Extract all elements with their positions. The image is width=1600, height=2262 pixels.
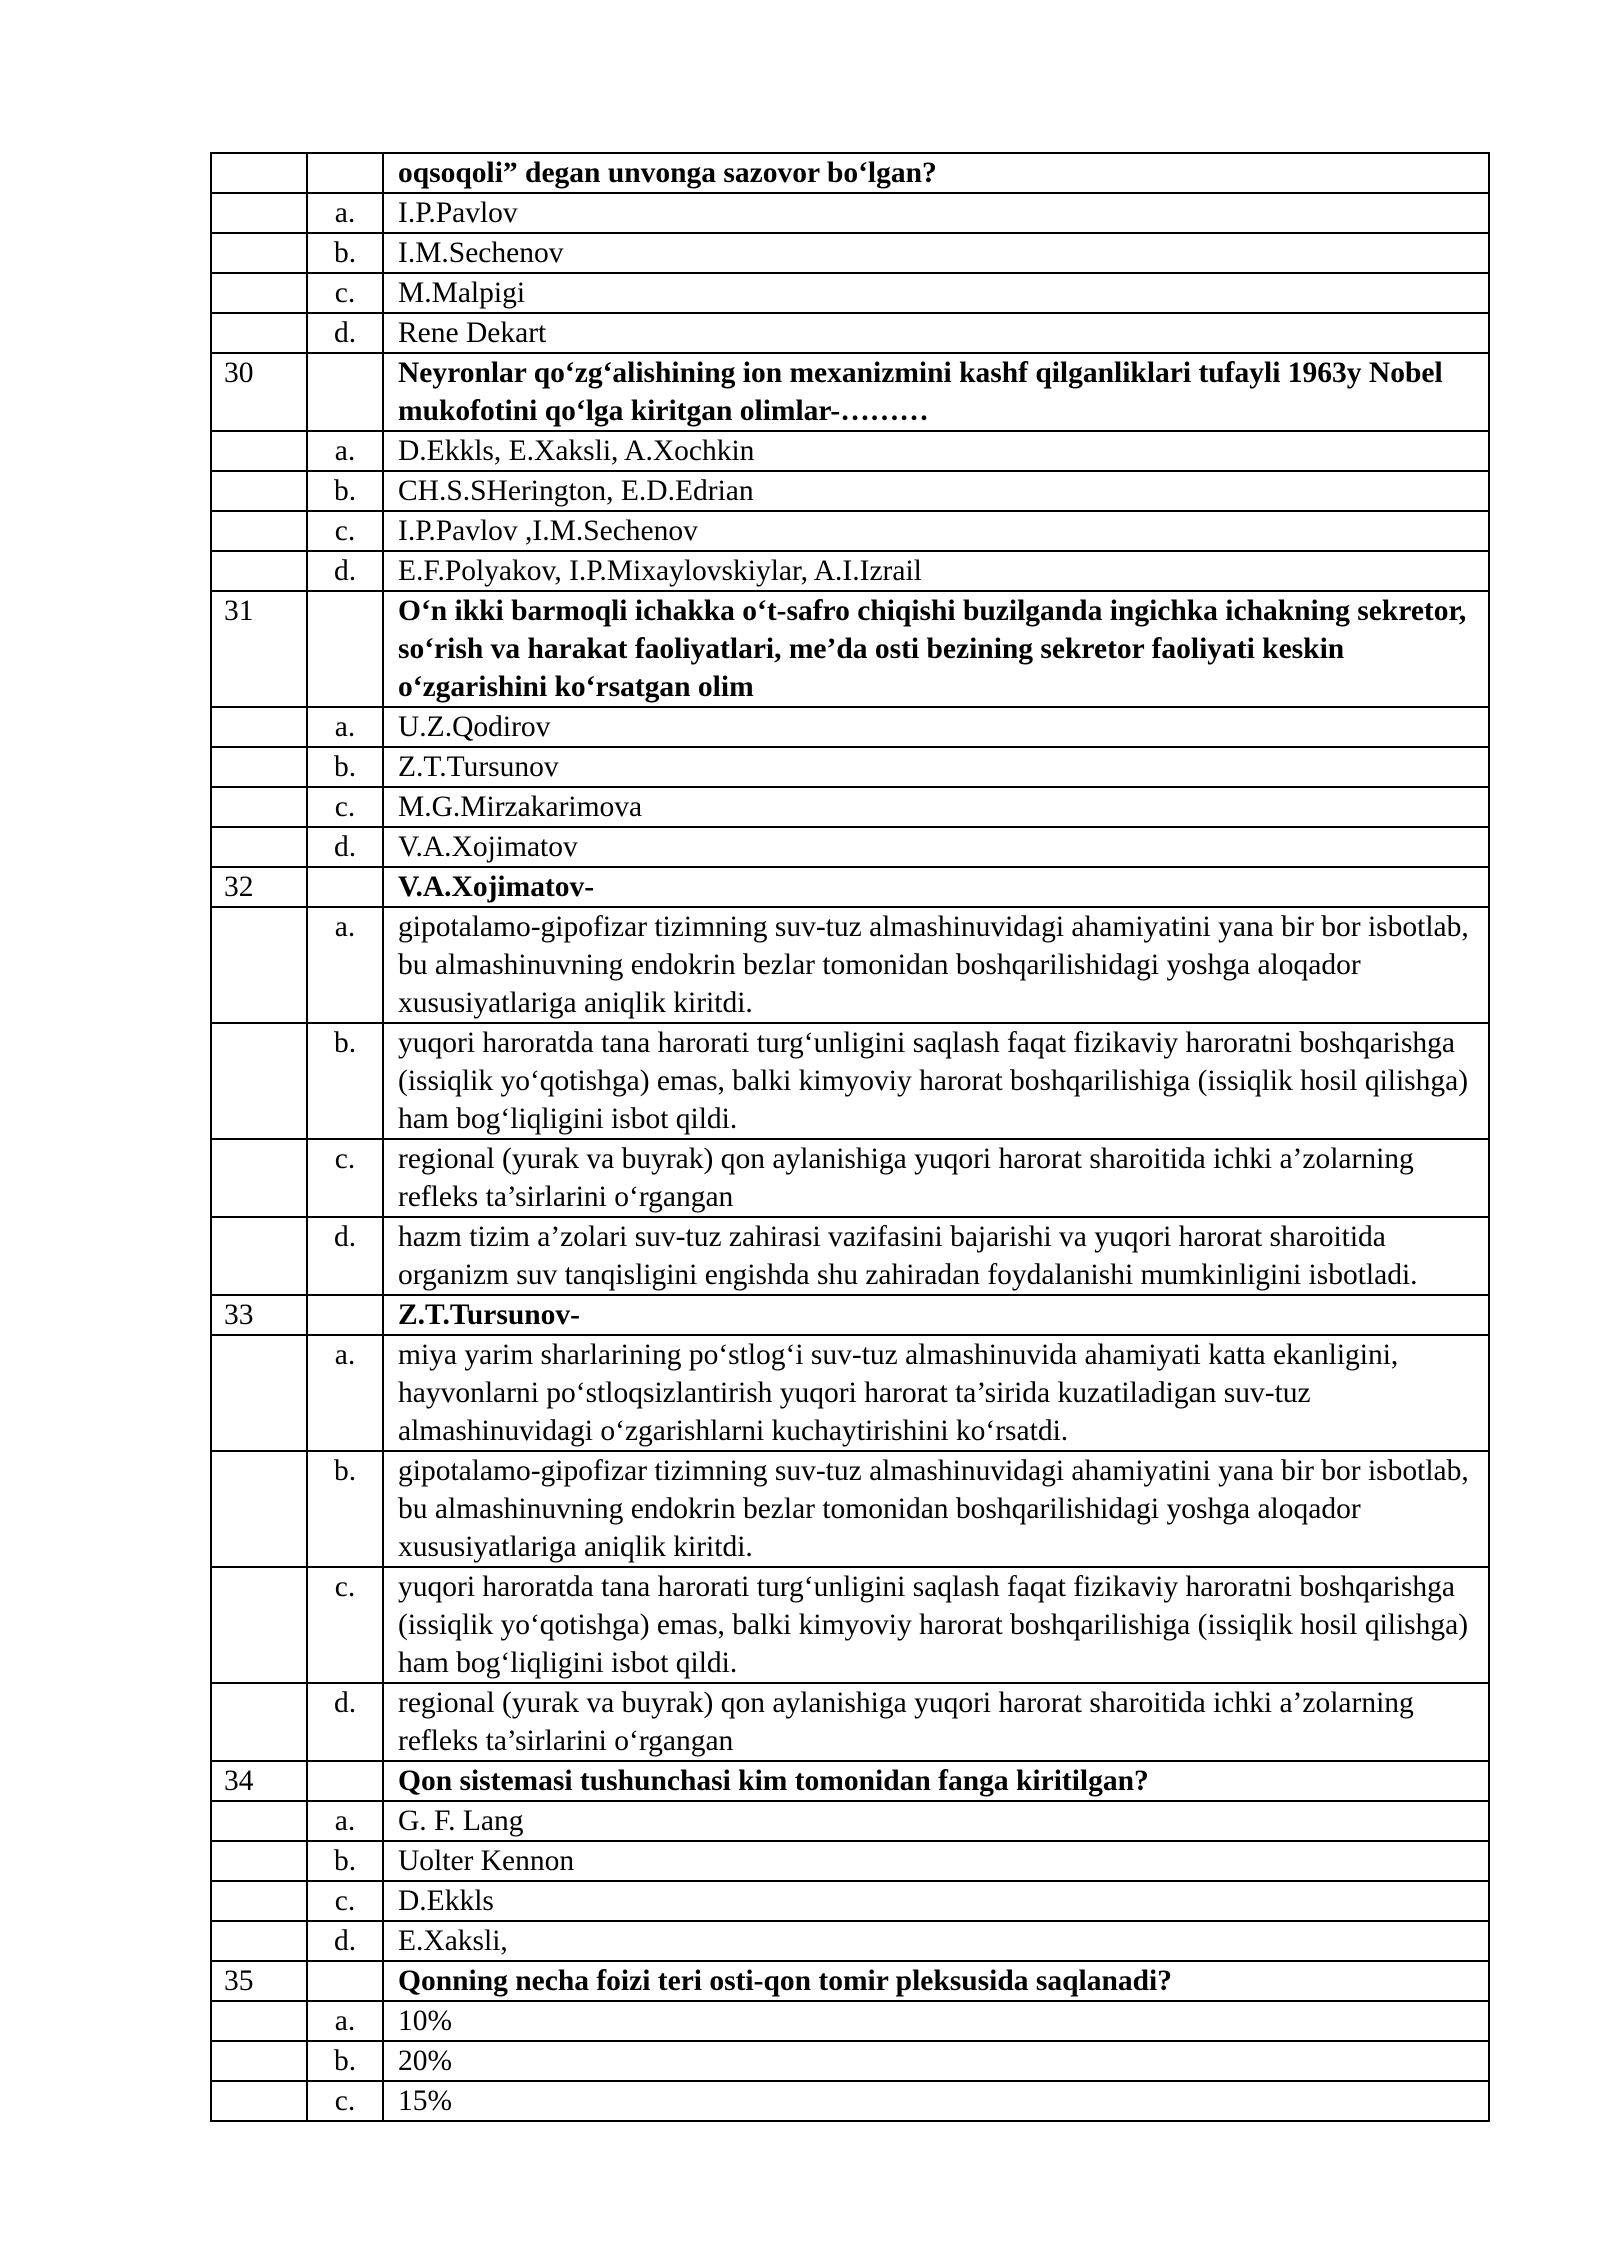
option-text-cell: V.A.Xojimatov <box>383 827 1489 867</box>
option-text-cell: I.P.Pavlov <box>383 193 1489 233</box>
question-number-cell <box>211 1841 307 1881</box>
option-letter-cell: b. <box>307 233 383 273</box>
option-letter-cell: c. <box>307 273 383 313</box>
option-row <box>211 1139 1489 1217</box>
question-text-cell: Qonning necha foizi teri osti-qon tomir pleksusida saqlanadi? <box>383 1961 1489 2001</box>
option-letter-cell: b. <box>307 2041 383 2081</box>
option-row <box>211 1683 1489 1761</box>
option-text-cell: U.Z.Qodirov <box>383 707 1489 747</box>
question-row <box>211 353 1489 431</box>
option-letter-cell <box>307 353 383 431</box>
option-letter-cell: b. <box>307 747 383 787</box>
question-number-cell <box>211 273 307 313</box>
option-row <box>211 907 1489 1023</box>
question-number-cell <box>211 827 307 867</box>
option-row <box>211 747 1489 787</box>
question-number-cell <box>211 471 307 511</box>
question-text-cell: oqsoqoli” degan unvonga sazovor bo‘lgan? <box>383 153 1489 193</box>
option-letter-cell <box>307 1295 383 1335</box>
option-text-cell: regional (yurak va buyrak) qon aylanishiga yuqori harorat sharoitida ichki a’zolarning refleks ta’sirlarini o‘rgangan <box>383 1139 1489 1217</box>
option-letter-cell: a. <box>307 193 383 233</box>
option-row <box>211 1841 1489 1881</box>
option-row <box>211 1567 1489 1683</box>
option-row <box>211 193 1489 233</box>
option-letter-cell: d. <box>307 1921 383 1961</box>
option-text-cell: D.Ekkls, E.Xaksli, A.Xochkin <box>383 431 1489 471</box>
question-row <box>211 1961 1489 2001</box>
option-row <box>211 313 1489 353</box>
option-letter-cell: d. <box>307 827 383 867</box>
option-text-cell: E.F.Polyakov, I.P.Mixaylovskiylar, A.I.Izrail <box>383 551 1489 591</box>
option-text-cell: hazm tizim a’zolari suv-tuz zahirasi vazifasini bajarishi va yuqori harorat sharoitida organizm suv tanqisligini engishda shu zahiradan foydalanishi mumkinligini isbotladi. <box>383 1217 1489 1295</box>
question-number-cell: 31 <box>211 591 307 707</box>
option-letter-cell: a. <box>307 431 383 471</box>
option-text-cell: D.Ekkls <box>383 1881 1489 1921</box>
question-text-cell: Qon sistemasi tushunchasi kim tomonidan fanga kiritilgan? <box>383 1761 1489 1801</box>
option-letter-cell: a. <box>307 707 383 747</box>
option-text-cell: miya yarim sharlarining po‘stlog‘i suv-tuz almashinuvida ahamiyati katta ekanligini, hayvonlarni po‘stloqsizlantirish yuqori harorat ta’sirida kuzatiladigan suv-tuz almashinuvidagi o‘zgarishlarni kuchaytirishini ko‘rsatdi. <box>383 1335 1489 1451</box>
question-number-cell <box>211 551 307 591</box>
question-number-cell <box>211 707 307 747</box>
question-row <box>211 867 1489 907</box>
question-text-cell: V.A.Xojimatov- <box>383 867 1489 907</box>
option-text-cell: yuqori haroratda tana harorati turg‘unligini saqlash faqat fizikaviy haroratni boshqarishga (issiqlik yo‘qotishga) emas, balki kimyoviy harorat boshqarilishiga (issiqlik hosil qilishga) ham bog‘liqligini isbot qildi. <box>383 1023 1489 1139</box>
option-text-cell: E.Xaksli, <box>383 1921 1489 1961</box>
option-letter-cell: c. <box>307 1881 383 1921</box>
option-row <box>211 1921 1489 1961</box>
question-row <box>211 1295 1489 1335</box>
option-text-cell: regional (yurak va buyrak) qon aylanishiga yuqori harorat sharoitida ichki a’zolarning refleks ta’sirlarini o‘rgangan <box>383 1683 1489 1761</box>
option-row <box>211 431 1489 471</box>
option-text-cell: I.M.Sechenov <box>383 233 1489 273</box>
question-number-cell <box>211 1139 307 1217</box>
option-text-cell: 15% <box>383 2081 1489 2121</box>
option-row <box>211 1451 1489 1567</box>
option-letter-cell: d. <box>307 1683 383 1761</box>
option-row <box>211 471 1489 511</box>
question-number-cell <box>211 787 307 827</box>
option-row <box>211 1023 1489 1139</box>
question-number-cell <box>211 2081 307 2121</box>
question-number-cell <box>211 1335 307 1451</box>
option-letter-cell: d. <box>307 1217 383 1295</box>
option-row <box>211 511 1489 551</box>
option-letter-cell <box>307 153 383 193</box>
option-letter-cell: c. <box>307 511 383 551</box>
question-number-cell: 33 <box>211 1295 307 1335</box>
option-letter-cell: c. <box>307 1567 383 1683</box>
option-letter-cell: d. <box>307 551 383 591</box>
question-text-cell: Neyronlar qo‘zg‘alishining ion mexanizmini kashf qilganliklari tufayli 1963y Nobel mukofotini qo‘lga kiritgan olimlar-……… <box>383 353 1489 431</box>
option-row <box>211 233 1489 273</box>
option-letter-cell <box>307 1961 383 2001</box>
option-letter-cell: a. <box>307 1801 383 1841</box>
question-number-cell: 30 <box>211 353 307 431</box>
question-number-cell <box>211 747 307 787</box>
option-text-cell: CH.S.SHerington, E.D.Edrian <box>383 471 1489 511</box>
option-row <box>211 273 1489 313</box>
quiz-table <box>210 152 1490 2122</box>
option-letter-cell <box>307 867 383 907</box>
option-text-cell: Uolter Kennon <box>383 1841 1489 1881</box>
option-text-cell: gipotalamo-gipofizar tizimning suv-tuz almashinuvidagi ahamiyatini yana bir bor isbotlab, bu almashinuvning endokrin bezlar tomonidan boshqarilishidagi yoshga aloqador xususiyatlariga aniqlik kiritdi. <box>383 1451 1489 1567</box>
option-letter-cell <box>307 591 383 707</box>
option-letter-cell: d. <box>307 313 383 353</box>
question-row <box>211 1761 1489 1801</box>
question-number-cell <box>211 193 307 233</box>
option-row <box>211 827 1489 867</box>
question-number-cell <box>211 153 307 193</box>
option-row <box>211 2001 1489 2041</box>
question-number-cell <box>211 511 307 551</box>
question-text-cell: O‘n ikki barmoqli ichakka o‘t-safro chiqishi buzilganda ingichka ichakning sekretor, so‘rish va harakat faoliyatlari, me’da osti bezining sekretor faoliyati keskin o‘zgarishini ko‘rsatgan olim <box>383 591 1489 707</box>
question-number-cell: 34 <box>211 1761 307 1801</box>
option-text-cell: gipotalamo-gipofizar tizimning suv-tuz almashinuvidagi ahamiyatini yana bir bor isbotlab, bu almashinuvning endokrin bezlar tomonidan boshqarilishidagi yoshga aloqador xususiyatlariga aniqlik kiritdi. <box>383 907 1489 1023</box>
question-number-cell <box>211 1881 307 1921</box>
question-number-cell: 32 <box>211 867 307 907</box>
option-text-cell: 20% <box>383 2041 1489 2081</box>
option-row <box>211 707 1489 747</box>
option-row <box>211 787 1489 827</box>
question-row <box>211 153 1489 193</box>
option-letter-cell: a. <box>307 2001 383 2041</box>
question-number-cell: 35 <box>211 1961 307 2001</box>
question-number-cell <box>211 907 307 1023</box>
option-text-cell: G. F. Lang <box>383 1801 1489 1841</box>
question-number-cell <box>211 1451 307 1567</box>
question-number-cell <box>211 1217 307 1295</box>
question-number-cell <box>211 431 307 471</box>
option-text-cell: I.P.Pavlov ,I.M.Sechenov <box>383 511 1489 551</box>
question-number-cell <box>211 1567 307 1683</box>
option-letter-cell: a. <box>307 1335 383 1451</box>
option-letter-cell: a. <box>307 907 383 1023</box>
option-row <box>211 1217 1489 1295</box>
question-number-cell <box>211 1683 307 1761</box>
option-letter-cell <box>307 1761 383 1801</box>
question-row <box>211 591 1489 707</box>
option-row <box>211 551 1489 591</box>
option-text-cell: Rene Dekart <box>383 313 1489 353</box>
option-text-cell: yuqori haroratda tana harorati turg‘unligini saqlash faqat fizikaviy haroratni boshqarishga (issiqlik yo‘qotishga) emas, balki kimyoviy harorat boshqarilishiga (issiqlik hosil qilishga) ham bog‘liqligini isbot qildi. <box>383 1567 1489 1683</box>
question-number-cell <box>211 2001 307 2041</box>
option-letter-cell: b. <box>307 1451 383 1567</box>
option-row <box>211 1801 1489 1841</box>
option-letter-cell: c. <box>307 1139 383 1217</box>
quiz-table-body <box>211 153 1489 2121</box>
question-text-cell: Z.T.Tursunov- <box>383 1295 1489 1335</box>
option-text-cell: M.G.Mirzakarimova <box>383 787 1489 827</box>
question-number-cell <box>211 1801 307 1841</box>
option-text-cell: M.Malpigi <box>383 273 1489 313</box>
question-number-cell <box>211 313 307 353</box>
option-letter-cell: c. <box>307 2081 383 2121</box>
option-row <box>211 2041 1489 2081</box>
option-row <box>211 1881 1489 1921</box>
question-number-cell <box>211 1023 307 1139</box>
question-number-cell <box>211 233 307 273</box>
question-number-cell <box>211 1921 307 1961</box>
option-letter-cell: b. <box>307 1023 383 1139</box>
option-row <box>211 1335 1489 1451</box>
option-letter-cell: b. <box>307 1841 383 1881</box>
option-text-cell: 10% <box>383 2001 1489 2041</box>
option-text-cell: Z.T.Tursunov <box>383 747 1489 787</box>
question-number-cell <box>211 2041 307 2081</box>
option-row <box>211 2081 1489 2121</box>
option-letter-cell: b. <box>307 471 383 511</box>
option-letter-cell: c. <box>307 787 383 827</box>
